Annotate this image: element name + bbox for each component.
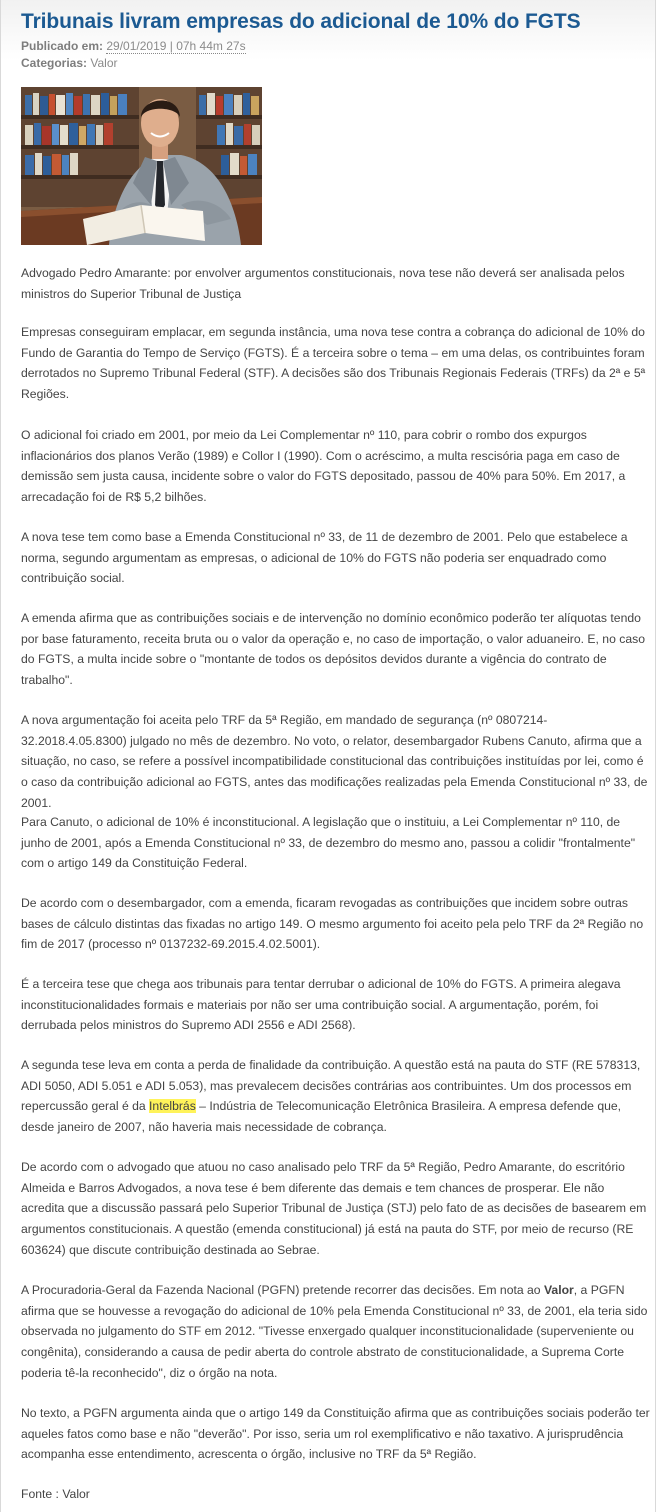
article-paragraph: O adicional foi criado em 2001, por meio da Lei Complementar nº 110, para cobrir o rombo dos expurgos inflacionários dos planos Verão (1989) e Collor I (1990). Com o acréscimo, a multa rescisória paga em caso de demissão sem justa causa, incidente sobre o valor do FGTS depositado, passou de 40% para 50%. Em 2017, a arrecadação foi de R$ 5,2 bilhões. (21, 428, 626, 505)
source-line: Fonte : Valor (21, 1487, 90, 1501)
photo-caption: Advogado Pedro Amarante: por envolver argumentos constitucionais, nova tese não deverá ser analisada pelos ministros do Superior Tribunal de Justiça (21, 266, 625, 301)
article-paragraph: Empresas conseguiram emplacar, em segunda instância, uma nova tese contra a cobrança do adicional de 10% do Fundo de Garantia do Tempo de Serviço (FGTS). É a terceira sobre o tema – em uma delas, os contribuintes foram derrotados no Supremo Tribunal Federal (STF). A decisões são dos Tribunais Regionais Federais (TRFs) da 2ª e 5ª Regiões. (21, 325, 646, 402)
published-date: 29/01/2019 | 07h 44m 27s (106, 39, 246, 53)
highlighted-term: Intelbrás (149, 1099, 196, 1114)
article-paragraph-pgfn (21, 1280, 651, 1384)
published-label: Publicado em: (21, 39, 104, 53)
paragraph-text: , a PGFN afirma que se houvesse a revogação do adicional de 10% pela Emenda Constitucional nº 33, de 2001, ela teria sido observada no julgamento do STF em 2012. "Tivesse enxergado qualquer inconstitucionalidade (superveniente ou congênita), considerando a causa de pedir aberta do controle abstrato de constitucionalidade, a Suprema Corte poderia tê-la reconhecido", diz o órgão na nota. (21, 1283, 648, 1380)
paragraph-text: – Indústria de Telecomunicação Eletrônica Brasileira. A empresa defende que, desde janeiro de 2007, não haveria mais necessidade de cobrança. (21, 1099, 622, 1135)
article-title: Tribunais livram empresas do adicional de 10% do FGTS (21, 10, 581, 33)
paragraph-text: A segunda tese leva em conta a perda de finalidade da contribuição. A questão está na pauta do STF (RE 578313, ADI 5050, ADI 5.051 e ADI 5.053), mas prevalecem decisões contrárias aos contribuintes. Um dos processos em repercussão geral é da (21, 1058, 641, 1114)
article-paragraph: De acordo com o advogado que atuou no caso analisado pelo TRF da 5ª Região, Pedro Amarante, do escritório Almeida e Barros Advogados, a nova tese é bem diferente das demais e tem chances de prosperar. Ele não acredita que a discussão passará pelo Superior Tribunal de Justiça (STJ) pelo fato de as decisões de basearem em argumentos constitucionais. A questão (emenda constitucional) já está na pauta do STF, por meio de recurso (RE 603624) que discute contribuição destinada ao Sebrae. (21, 1160, 647, 1257)
article-paragraph-intelbras (21, 1055, 651, 1138)
article-paragraph: É a terceira tese que chega aos tribunais para tentar derrubar o adicional de 10% do FGTS. A primeira alegava inconstitucionalidades formais e materiais por não ser uma contribuição social. A argumentação, porém, foi derrubada pelos ministros do Supremo ADI 2556 e ADI 2568). (21, 977, 621, 1033)
lawyer-photo-illustration (21, 87, 262, 245)
article-paragraph: A emenda afirma que as contribuições sociais e de intervenção no domínio econômico poderão ter alíquotas tendo por base faturamento, receita bruta ou o valor da operação e, no caso de importação, o valor aduaneiro. E, no caso do FGTS, a multa incide sobre o "montante de todos os depósitos devidos durante a vigência do contrato de trabalho". (21, 611, 645, 688)
categories-label: Categorias: (21, 56, 88, 70)
article-paragraph: De acordo com o desembargador, com a emenda, ficaram revogadas as contribuições que incidem sobre outras bases de cálculo distintas das fixadas no artigo 149. O mesmo argumento foi aceito pela pelo TRF da 2ª Região no fim de 2017 (processo nº 0137232-69.2015.4.02.5001). (21, 896, 644, 952)
published-line (21, 39, 246, 53)
article-paragraph: A nova argumentação foi aceita pelo TRF da 5ª Região, em mandado de segurança (nº 0807214-32.2018.4.05.8300) julgado no mês de dezembro. No voto, o relator, desembargador Rubens Canuto, afirma que a situação, no caso, se refere a possível incompatibilidade constitucional das contribuições instituídas por lei, como é o caso da contribuição adicional ao FGTS, antes das modificações realizadas pela Emenda Constitucional nº 33, de 2001. (21, 713, 648, 810)
categories-line (21, 56, 118, 70)
article-paragraph: No texto, a PGFN argumenta ainda que o artigo 149 da Constituição afirma que as contribuições sociais poderão ter aqueles fatos como base e não "deverão". Por isso, seria um rol exemplificativo e não taxativo. A jurisprudência acompanha esse entendimento, acrescenta o órgão, inclusive no TRF da 5ª Região. (21, 1406, 650, 1462)
bold-term: Valor (543, 1283, 574, 1297)
article-paragraph: Para Canuto, o adicional de 10% é inconstitucional. A legislação que o instituiu, a Lei Complementar nº 110, de junho de 2001, após a Emenda Constitucional nº 33, de dezembro do mesmo ano, passou a colidir "frontalmente" com o artigo 149 da Constituição Federal. (21, 815, 636, 871)
article-photo (21, 87, 262, 245)
paragraph-text: A Procuradoria-Geral da Fazenda Nacional (PGFN) pretende recorrer das decisões. Em nota ao (21, 1283, 544, 1297)
category-link[interactable]: Valor (90, 56, 118, 70)
article-paragraph: A nova tese tem como base a Emenda Constitucional nº 33, de 11 de dezembro de 2001. Pelo que estabelece a norma, segundo argumentam as empresas, o adicional de 10% do FGTS não poderia ser enquadrado como contribuição social. (21, 530, 628, 586)
